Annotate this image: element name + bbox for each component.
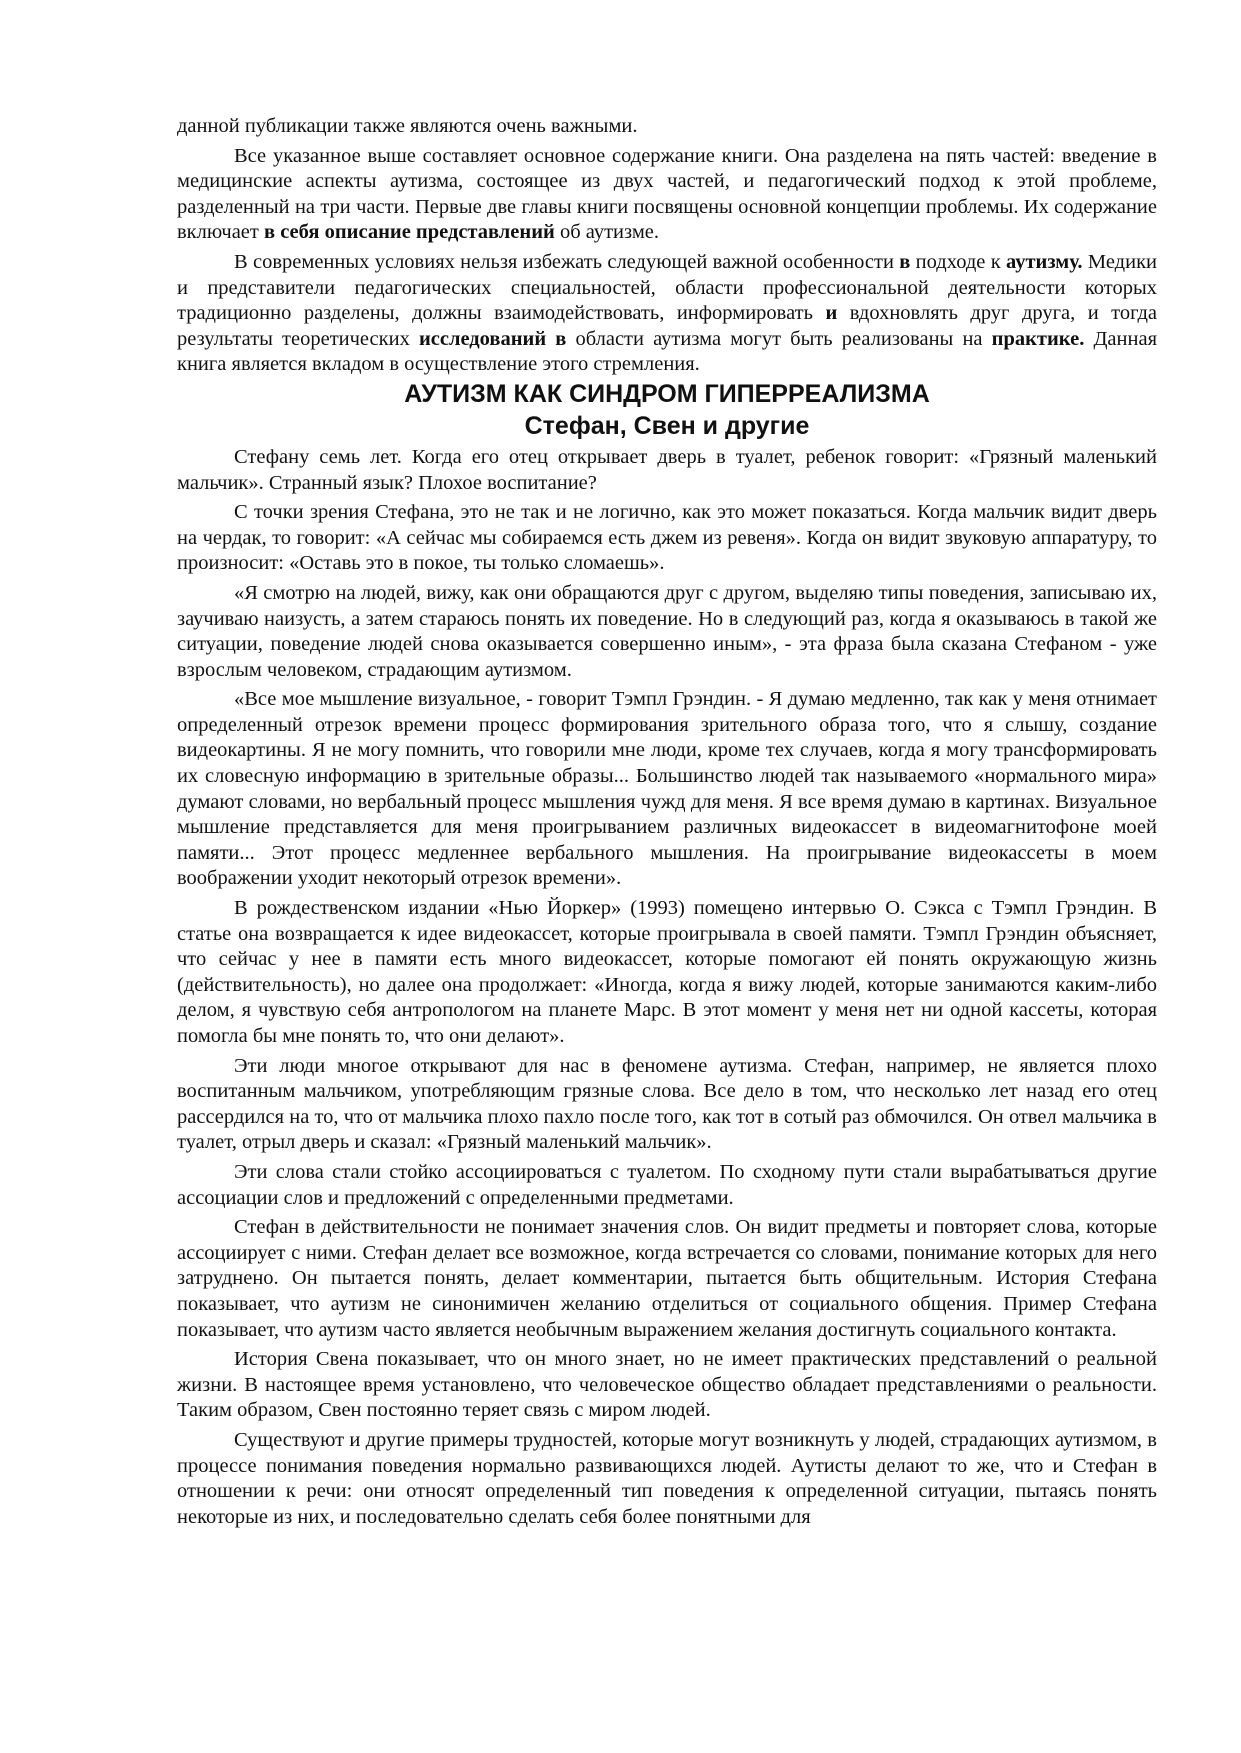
paragraph-10: Эти слова стали стойко ассоциироваться с туалетом. По сходному пути стали вырабатываться другие ассоциации слов и предложений с определенными предметами. <box>177 1160 1157 1209</box>
paragraph-13: Существуют и другие примеры трудностей, которые могут возникнуть у людей, страдающих аутизмом, в процессе понимания поведения нормально развивающихся людей. Аутисты делают то же, что и Стефан в отношении к речи: они относят определенный тип поведения к определенной ситуации, пытаясь понять некоторые из них, и последовательно сделать себя более понятными для <box>177 1428 1157 1528</box>
paragraph-8: В рождественском издании «Нью Йоркер» (1993) помещено интервью О. Сэкса с Тэмпл Грэндин. В статье она возвращается к идее видеокассет, которые проигрывала в своей памяти. Тэмпл Грэндин объясняет, что сейчас у нее в памяти есть много видеокассет, которые помогают ей понять окружающую жизнь (действительность), но далее она продолжает: «Иногда, когда я вижу людей, которые занимаются каким-либо делом, я чувствую себя антропологом на планете Марс. В этот момент у меня нет ни одной кассеты, которая помогла бы мне понять то, что они делают». <box>177 897 1157 1047</box>
paragraph-12: История Свена показывает, что он много знает, но не имеет практических представлений о реальной жизни. В настоящее время установлено, что человеческое общество обладает представлениями о реальности. Таким образом, Свен постоянно теряет связь с миром людей. <box>177 1348 1157 1422</box>
paragraph-6: «Я смотрю на людей, вижу, как они обращаются друг с другом, выделяю типы поведения, записываю их, заучиваю наизусть, а затем стараюсь понять их поведение. Но в следующий раз, когда я оказываюсь в такой же ситуации, поведение людей снова оказывается совершенно иным», - эта фраза была сказана Стефаном - уже взрослым человеком, страдающим аутизмом. <box>177 581 1157 681</box>
paragraph-11: Стефан в действительности не понимает значения слов. Он видит предметы и повторяет слова, которые ассоциирует с ними. Стефан делает все возможное, когда встречается со словами, понимание которых для него затруднено. Он пытается понять, делает комментарии, пытается быть общительным. История Стефана показывает, что аутизм не синонимичен желанию отделиться от социального общения. Пример Стефана показывает, что аутизм часто является необычным выражением желания достигнуть социального контакта. <box>177 1216 1157 1341</box>
document-body <box>177 114 1157 1530</box>
paragraph-4: Стефану семь лет. Когда его отец открывает дверь в туалет, ребенок говорит: «Грязный маленький мальчик». Странный язык? Плохое воспитание? <box>177 445 1157 494</box>
paragraph-1: данной публикации также являются очень важными. <box>177 115 638 137</box>
paragraph-7: «Все мое мышление визуальное, - говорит Тэмпл Грэндин. - Я думаю медленно, так как у меня отнимает определенный отрезок времени процесс формирования зрительного образа того, что я слышу, создание видеокартины. Я не могу помнить, что говорили мне люди, кроме тех случаев, когда я могу трансформировать их словесную информацию в зрительные образы... Большинство людей так называемого «нормального мира» думают словами, но вербальный процесс мышления чужд для меня. Я все время думаю в картинах. Визуальное мышление представляется для меня проигрыванием различных видеокассет в видеомагнитофоне моей памяти... Этот процесс медленнее вербального мышления. На проигрывание видеокассеты в моем воображении уходит некоторый отрезок времени». <box>177 688 1157 890</box>
paragraph-2: Все указанное выше составляет основное содержание книги. Она разделена на пять частей: введение в медицинские аспекты аутизма, состоящее из двух частей, и педагогический подход к этой проблеме, разделенный на три части. Первые две главы книги посвящены основной концепции проблемы. Их содержание включает в себя описание представлений об аутизме. <box>177 144 1157 244</box>
section-subtitle: Стефан, Свен и другие <box>524 411 810 440</box>
section-title: АУТИЗМ КАК СИНДРОМ ГИПЕРРЕАЛИЗМА <box>404 379 930 408</box>
paragraph-3: В современных условиях нельзя избежать следующей важной особенности в подходе к аутизму. Медики и представители педагогических специальностей, области профессиональной деятельности которых традиционно разделены, должны взаимодействовать, информировать и вдохновлять друг друга, и тогда результаты теоретических исследований в области аутизма могут быть реализованы на практике. Данная книга является вкладом в осуществление этого стремления. <box>177 250 1158 376</box>
paragraph-9: Эти люди многое открывают для нас в феномене аутизма. Стефан, например, не является плохо воспитанным мальчиком, употребляющим грязные слова. Все дело в том, что несколько лет назад его отец рассердился на то, что от мальчика плохо пахло после того, как тот в сотый раз обмочился. Он отвел мальчика в туалет, отрыл дверь и сказал: «Грязный маленький мальчик». <box>177 1054 1157 1154</box>
paragraph-5: С точки зрения Стефана, это не так и не логично, как это может показаться. Когда мальчик видит дверь на чердак, то говорит: «А сейчас мы собираемся есть джем из ревеня». Когда он видит звуковую аппаратуру, то произносит: «Оставь это в покое, ты только сломаешь». <box>177 501 1157 575</box>
